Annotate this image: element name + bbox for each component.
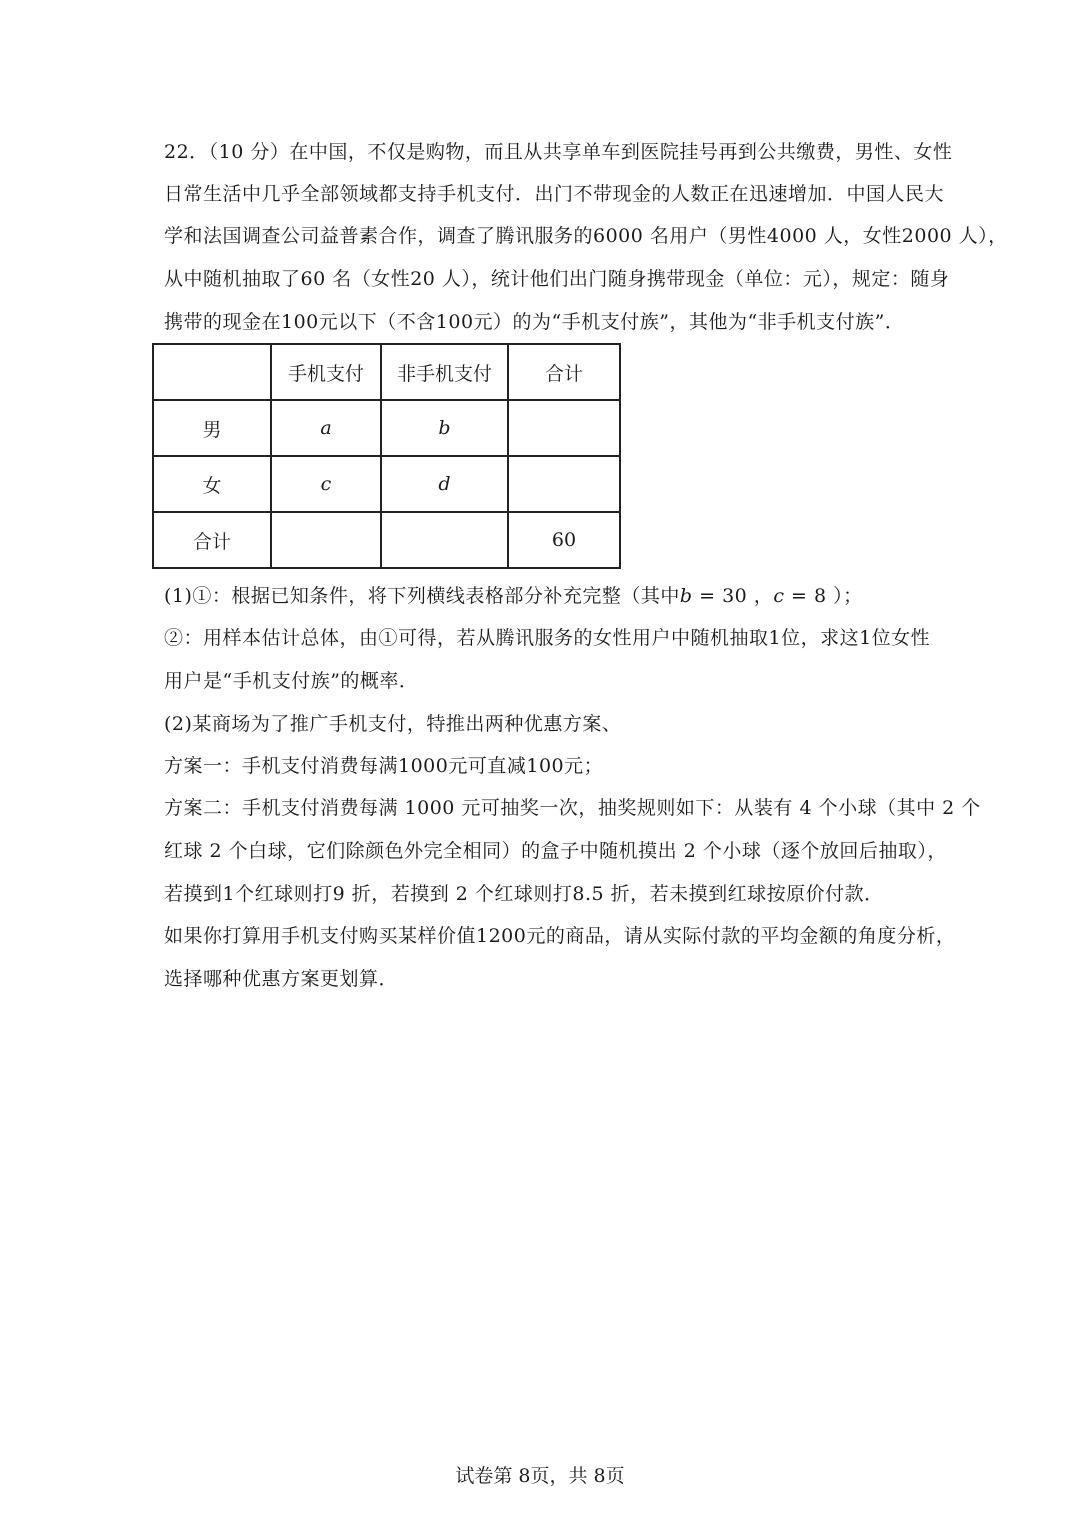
table-row (153, 400, 620, 456)
plan-one: 方案一：手机支付消费每满1000元可直减100元； (164, 755, 604, 777)
table-cell (271, 512, 381, 568)
final-question-line-1: 如果你打算用手机支付购买某样价值1200元的商品，请从实际付款的平均金额的角度分析， (164, 925, 956, 947)
page-footer: 试卷第 8页，共 8页 (455, 1465, 625, 1487)
part1-2-line-2: 用户是“手机支付族”的概率． (164, 670, 419, 692)
table-header-cell: 手机支付 (271, 344, 381, 400)
plan-two-line-1: 方案二：手机支付消费每满 1000 元可抽奖一次，抽奖规则如下：从装有 4 个小球（其中 2 个 (164, 797, 981, 819)
plan-two-line-3: 若摸到1个红球则打9 折，若摸到 2 个红球则打8.5 折，若未摸到红球按原价付款． (164, 883, 884, 905)
table-cell: a (271, 400, 381, 456)
table-cell: 男 (153, 400, 271, 456)
table-cell: 合计 (153, 512, 271, 568)
question-text-line-3: 学和法国调查公司益普素合作，调查了腾讯服务的6000 名用户（男性4000 人，女性2000 人）， (164, 225, 1008, 247)
table-row (153, 512, 620, 568)
table-row (153, 456, 620, 512)
c-value: = 8 ）； (784, 585, 863, 607)
part1-2-line-1: ②：用样本估计总体，由①可得，若从腾讯服务的女性用户中随机抽取1位，求这1位女性 (164, 627, 931, 649)
table-cell: d (381, 456, 508, 512)
table-cell: 女 (153, 456, 271, 512)
contingency-table (152, 343, 621, 569)
question-text-line-5: 携带的现金在100元以下（不含100元）的为“手机支付族”，其他为“非手机支付族”． (164, 311, 905, 333)
question-text-line-2: 日常生活中几乎全部领域都支持手机支付．出门不带现金的人数正在迅速增加．中国人民大 (164, 183, 945, 205)
part1-prefix: (1)①：根据已知条件，将下列横线表格部分补充完整（其中 (164, 585, 680, 607)
var-b: b (679, 585, 693, 607)
table-cell: c (271, 456, 381, 512)
question-text-line-1: 22．（10 分）在中国，不仅是购物，而且从共享单车到医院挂号再到公共缴费，男性、女性 (164, 141, 953, 163)
table-cell: 60 (508, 512, 620, 568)
part2-intro: (2)某商场为了推广手机支付，特推出两种优惠方案、 (164, 713, 622, 735)
plan-two-line-2: 红球 2 个白球，它们除颜色外完全相同）的盒子中随机摸出 2 个小球（逐个放回后抽取）， (164, 840, 947, 862)
part1-instruction (164, 583, 924, 609)
b-value: = 30 ， (692, 585, 774, 607)
final-question-line-2: 选择哪种优惠方案更划算． (164, 968, 399, 990)
table-cell (508, 456, 620, 512)
table-header-cell: 合计 (508, 344, 620, 400)
table-cell: b (381, 400, 508, 456)
table-cell (508, 400, 620, 456)
table-header-row (153, 344, 620, 400)
table-header-cell: 非手机支付 (381, 344, 508, 400)
table-header-cell (153, 344, 271, 400)
var-c: c (773, 585, 785, 607)
table-cell (381, 512, 508, 568)
question-text-line-4: 从中随机抽取了60 名（女性20 人），统计他们出门随身携带现金（单位：元），规定：随身 (164, 268, 950, 290)
